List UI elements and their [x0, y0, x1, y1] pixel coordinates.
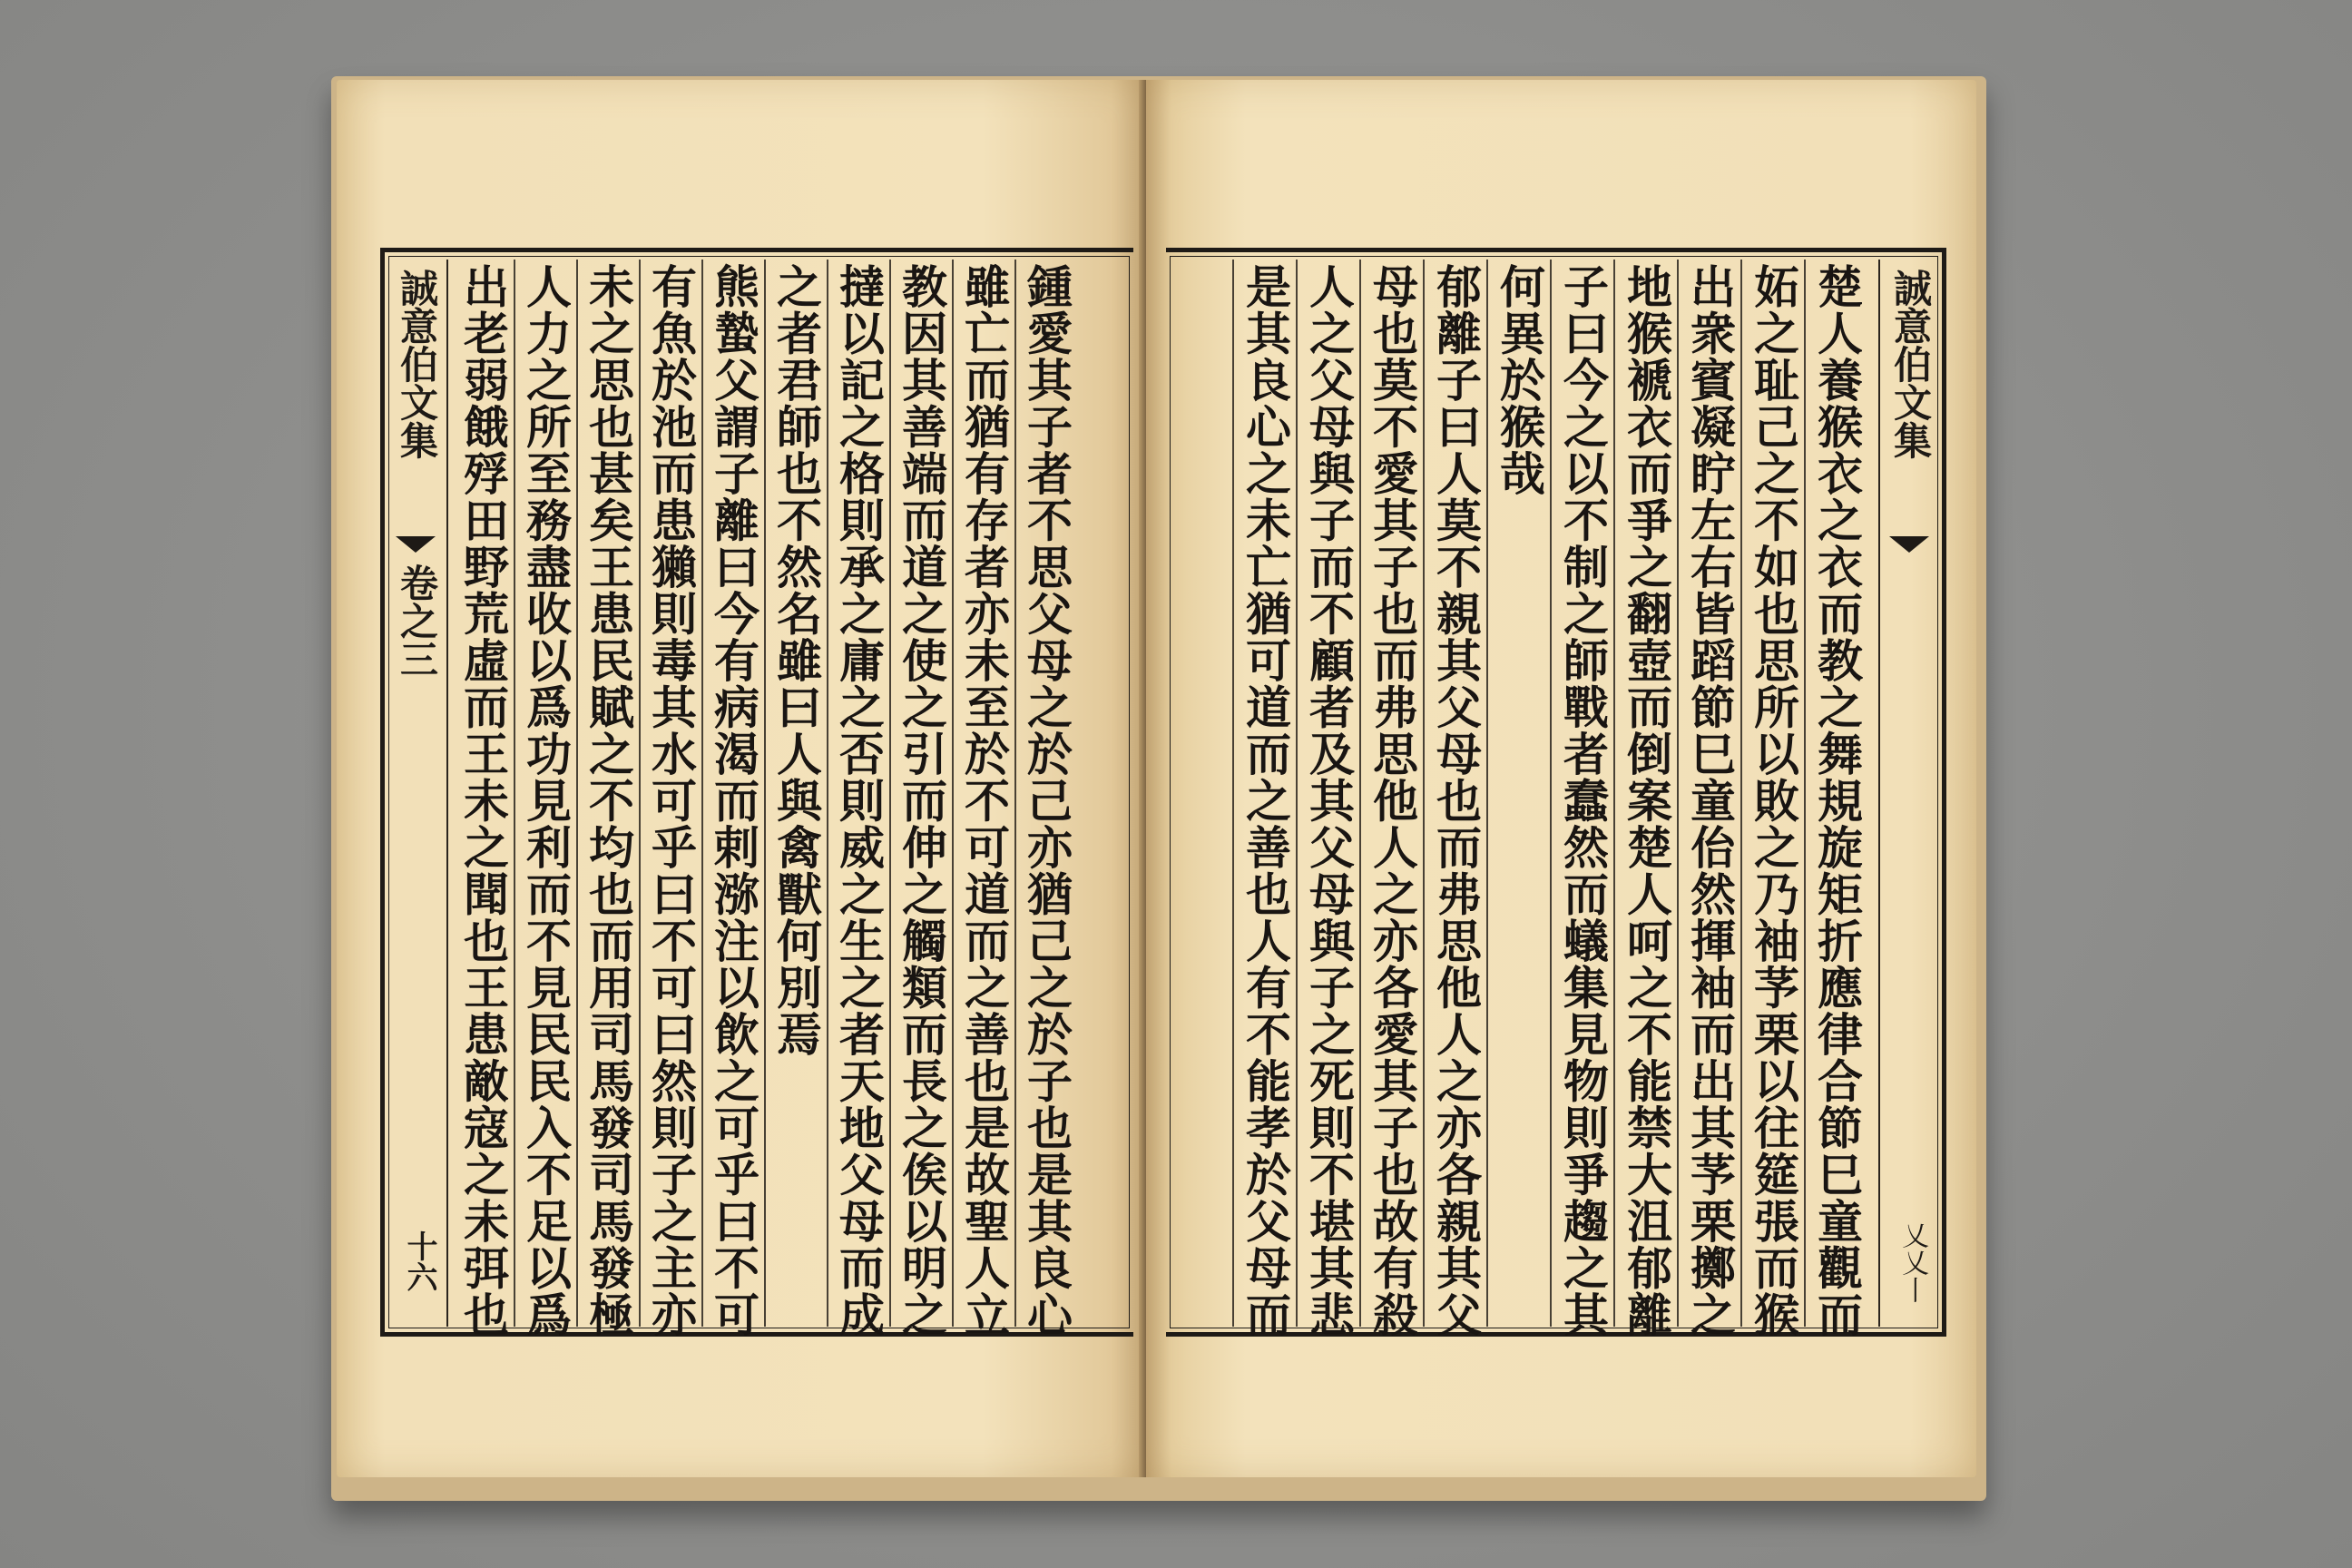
right-page-frame — [1166, 248, 1946, 1337]
text-column: 母也莫不愛其子也而弗思他人之亦各愛其子也故有殺 — [1366, 263, 1419, 1338]
text-column: 人之父母與子而不顧者及其父母與子之死則不堪其悲 — [1302, 263, 1356, 1338]
text-column: 鍾愛其子者不思父母之於己亦猶己之於子也是其良心 — [1020, 263, 1073, 1338]
column-rule — [1740, 260, 1742, 1327]
text-column: 未之思也甚矣王患民賦之不均也而用司馬發司馬發極 — [582, 263, 635, 1338]
column-rule — [1359, 260, 1361, 1327]
text-column: 雖亡而猶有存者亦未至於不可道而之善也是故聖人立 — [957, 263, 1011, 1338]
right-page — [1146, 80, 1976, 1477]
banxin-mark: 乂乂丨 — [1896, 1221, 1928, 1303]
banxin-left — [387, 260, 448, 1327]
text-column: 之者君師也不然名雖曰人與禽獸何別焉 — [769, 263, 823, 1058]
text-column: 子曰今之以不制之師戰者蠢然而蟻集見物則爭趨之其 — [1556, 263, 1610, 1338]
fishtail-mark — [396, 536, 436, 553]
text-column: 何異於猴哉 — [1493, 263, 1546, 497]
left-page — [337, 80, 1144, 1477]
page-number: 十六 — [401, 1230, 437, 1292]
text-column: 出老弱餓殍田野荒虛而王未之聞也王患敵寇之未弭也 — [456, 263, 510, 1338]
text-column: 妬之耻己之不如也思所以敗之乃袖芧栗以往筵張而猴 — [1747, 263, 1800, 1338]
text-column: 地猴褫衣而爭之翻壺而倒案楚人呵之不能禁大沮郁離 — [1620, 263, 1673, 1338]
column-rule — [639, 260, 641, 1327]
open-book — [322, 80, 1992, 1495]
column-rule — [1613, 260, 1615, 1327]
column-rule — [764, 260, 766, 1327]
column-rule — [1677, 260, 1679, 1327]
text-column: 有魚於池而患獺則毒其水可乎曰不可曰然則子之主亦 — [644, 263, 698, 1338]
left-page-frame — [380, 248, 1133, 1337]
banxin-juan: 卷之三 — [395, 564, 439, 678]
column-rule — [952, 260, 954, 1327]
column-rule — [1423, 260, 1425, 1327]
banxin-title: 誠意伯文集 — [395, 269, 439, 459]
column-rule — [889, 260, 891, 1327]
column-rule — [514, 260, 515, 1327]
column-rule — [1296, 260, 1298, 1327]
text-column: 撻以記之格則承之庸之否則威之生之者天地父母而成 — [832, 263, 886, 1338]
text-column: 出衆賓凝眝左右皆蹈節巳童佁然揮袖而出其芧栗擲之 — [1683, 263, 1737, 1338]
text-column: 教因其善端而道之使之引而伸之觸類而長之俟以明之 — [895, 263, 948, 1338]
text-column: 楚人養猴衣之衣而教之舞規旋矩折應律合節巳童觀而 — [1810, 263, 1864, 1338]
column-rule — [1486, 260, 1488, 1327]
fishtail-mark — [1889, 536, 1929, 553]
text-column: 人力之所至務盡收以爲功見利而不見民民入不足以爲 — [519, 263, 573, 1338]
column-rule — [1804, 260, 1806, 1327]
text-column: 熊蟄父謂子離曰今有病渴而剌㳽注以飲之可乎曰不可 — [707, 263, 760, 1338]
column-rule — [1232, 260, 1234, 1327]
banxin-right — [1878, 260, 1940, 1327]
column-rule — [576, 260, 578, 1327]
banxin-title: 誠意伯文集 — [1888, 269, 1933, 459]
column-rule — [827, 260, 828, 1327]
text-column: 是其良心之未亡猶可道而之善也人有不能孝於父母而 — [1239, 263, 1292, 1338]
column-rule — [701, 260, 703, 1327]
column-rule — [1014, 260, 1016, 1327]
text-column: 郁離子曰人莫不親其父母也而弗思他人之亦各親其父 — [1429, 263, 1483, 1338]
column-rule — [1550, 260, 1552, 1327]
